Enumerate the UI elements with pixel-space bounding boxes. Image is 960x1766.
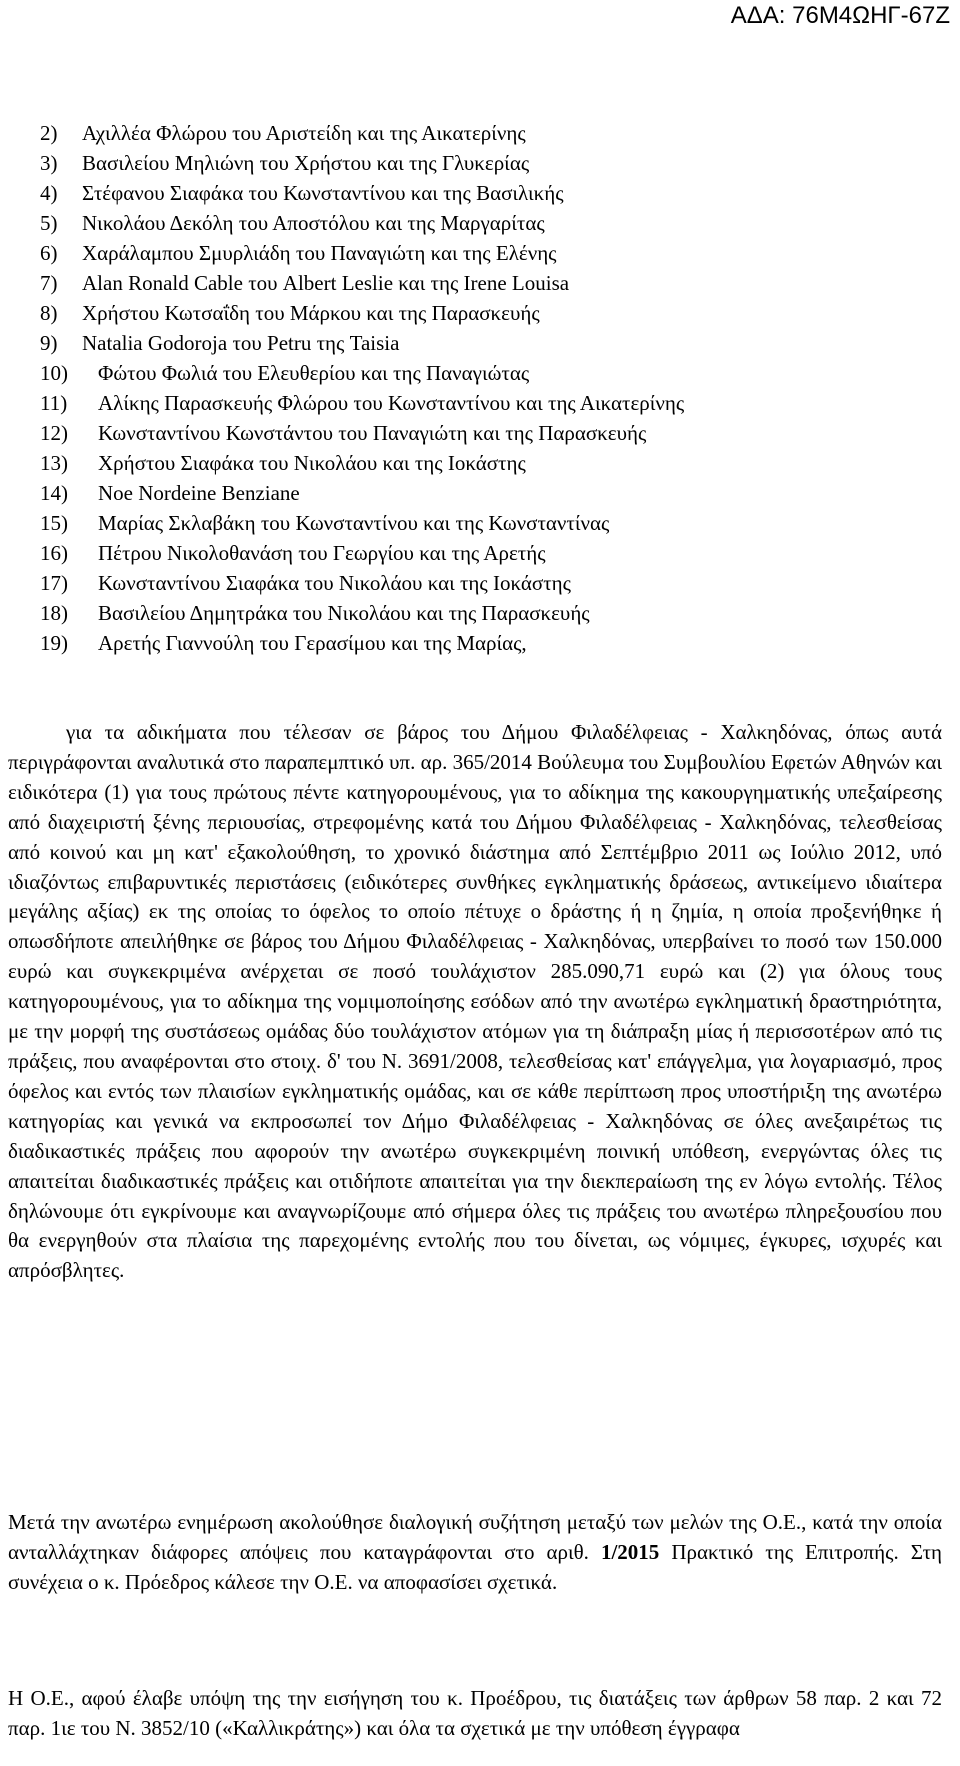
defendants-list	[40, 118, 920, 658]
list-item-text: Νικολάου Δεκόλη του Αποστόλου και της Μαργαρίτας	[82, 211, 545, 235]
list-item	[40, 418, 920, 448]
list-item-text: Στέφανου Σιαφάκα του Κωνσταντίνου και της Βασιλικής	[82, 181, 564, 205]
list-item-number: 19)	[40, 631, 68, 655]
ada-code-header: ΑΔΑ: 76Μ4ΩΗΓ-67Ζ	[730, 2, 950, 29]
list-item	[40, 508, 920, 538]
list-item-text: Χρήστου Σιαφάκα του Νικολάου και της Ιοκάστης	[98, 451, 526, 475]
list-item	[40, 478, 920, 508]
list-item-text: Φώτου Φωλιά του Ελευθερίου και της Παναγιώτας	[98, 361, 530, 385]
list-item-number: 3)	[40, 151, 58, 175]
discussion-text-before: Μετά την ανωτέρω ενημέρωση ακολούθησε διαλογική συζήτηση μεταξύ των μελών της Ο.Ε., κατά την οποία ανταλλάχτηκαν διάφορες απόψεις που καταγράφονται στο αριθ.	[8, 1510, 942, 1564]
list-item-number: 9)	[40, 331, 58, 355]
list-item-text: Noe Nordeine Benziane	[98, 481, 300, 505]
list-item-text: Αχιλλέα Φλώρου του Αριστείδη και της Αικατερίνης	[82, 121, 526, 145]
list-item-number: 15)	[40, 511, 68, 535]
list-item	[40, 448, 920, 478]
list-item-text: Χρήστου Κωτσαΐδη του Μάρκου και της Παρασκευής	[82, 301, 540, 325]
list-item-text: Αρετής Γιαννούλη του Γερασίμου και της Μαρίας,	[98, 631, 527, 655]
discussion-text-after: Πρακτικό της Επιτροπής. Στη συνέχεια ο κ. Πρόεδρος κάλεσε την Ο.Ε. να αποφασίσει σχετικά.	[8, 1539, 942, 1594]
list-item	[40, 598, 920, 628]
offences-paragraph: για τα αδικήματα που τέλεσαν σε βάρος του Δήμου Φιλαδέλφειας - Χαλκηδόνας, όπως αυτά περιγράφονται αναλυτικά στο παραπεμπτικό υπ. αρ. 365/2014 Βούλευμα του Συμβουλίου Εφετών Αθηνών και ειδικότερα (1) για τους πρώτους πέντε κατηγορουμένους, για το αδίκημα της κακουργηματικής υπεξαίρεσης από διαχειριστή ξένης περιουσίας, στρεφομένης κατά του Δήμου Φιλαδέλφειας - Χαλκηδόνας, τελεσθείσας από κοινού και μη κατ' εξακολούθηση, το χρονικό διάστημα από Σεπτέμβριο 2011 ως Ιούλιο 2012, υπό ιδιαζόντως επιβαρυντικές περιστάσεις (ειδικότερες συνθήκες εγκληματικής δράσεως, αντικείμενο ιδιαίτερα μεγάλης αξίας) εκ της οποίας το όφελος το οποίο πέτυχε ο δράστης ή η ζημία, η οποία προξενήθηκε ή οπωσδήποτε απειλήθηκε σε βάρος του Δήμου Φιλαδέλφειας - Χαλκηδόνας, υπερβαίνει το ποσό των 150.000 ευρώ και συγκεκριμένα ανέρχεται σε ποσό τουλάχιστον 285.090,71 ευρώ και (2) για όλους τους κατηγορουμένους, για το αδίκημα της νομιμοποίησης εσόδων από την ανωτέρω εγκληματική δραστηριότητα, με την μορφή της συστάσεως ομάδας δύο τουλάχιστον ατόμων για τη διάπραξη μίας ή περισσοτέρων από τις πράξεις, που αναφέρονται στο στοιχ. δ' του Ν. 3691/2008, τελεσθείσας κατ' επάγγελμα, για λογαριασμό, προς όφελος και εντός των πλαισίων εγκληματικής ομάδας, και σε κάθε περίπτωση προς υποστήριξη της ανωτέρω κατηγορίας και γενικά να εκπροσωπεί τον Δήμο Φιλαδέλφειας - Χαλκηδόνας σε όλες ανεξαιρέτως τις διαδικαστικές πράξεις που αφορούν την ανωτέρω συγκεκριμένη ποινική υπόθεση, ενεργώντας όλες τις απαιτείται διαδικαστικές πράξεις και οτιδήποτε απαιτείται για την διεκπεραίωση της εν λόγω εντολής. Τέλος δηλώνουμε ότι εγκρίνουμε και αναγνωρίζουμε από σήμερα όλες τις πράξεις του ανωτέρω πληρεξουσίου που θα ενεργηθούν στα πλαίσια της παρεχομένης εντολής που του δίνεται, ως νόμιμες, έγκυρες, ισχυρές και απρόσβλητες.	[8, 720, 942, 1283]
list-item-number: 17)	[40, 571, 68, 595]
list-item-text: Alan Ronald Cable του Albert Leslie και της Irene Louisa	[82, 271, 570, 295]
list-item	[40, 358, 920, 388]
list-item	[40, 208, 920, 238]
list-item-text: Natalia Godoroja του Petru της Taisia	[82, 331, 400, 355]
list-item	[40, 178, 920, 208]
list-item-number: 18)	[40, 601, 68, 625]
list-item-number: 14)	[40, 481, 68, 505]
list-item	[40, 388, 920, 418]
list-item-number: 2)	[40, 121, 58, 145]
list-item	[40, 148, 920, 178]
list-item-text: Αλίκης Παρασκευής Φλώρου του Κωνσταντίνου και της Αικατερίνης	[98, 391, 685, 415]
list-item	[40, 328, 920, 358]
list-item-number: 10)	[40, 361, 68, 385]
list-item	[40, 538, 920, 568]
list-item-number: 13)	[40, 451, 68, 475]
list-item-text: Μαρίας Σκλαβάκη του Κωνσταντίνου και της Κωνσταντίνας	[98, 511, 610, 535]
list-item	[40, 298, 920, 328]
list-item-number: 4)	[40, 181, 58, 205]
minutes-number: 1/2015	[600, 1539, 660, 1564]
decision-paragraph: Η Ο.Ε., αφού έλαβε υπόψη της την εισήγηση του κ. Προέδρου, τις διατάξεις των άρθρων 58 παρ. 2 και 72 παρ. 1ιε του Ν. 3852/10 («Καλλικράτης») και όλα τα σχετικά με την υπόθεση έγγραφα	[8, 1686, 942, 1740]
list-item-number: 6)	[40, 241, 58, 265]
list-item-number: 8)	[40, 301, 58, 325]
discussion-paragraph	[8, 1508, 942, 1598]
list-item-text: Βασιλείου Μηλιώνη του Χρήστου και της Γλυκερίας	[82, 151, 530, 175]
list-item-number: 11)	[40, 391, 68, 415]
list-item-text: Βασιλείου Δημητράκα του Νικολάου και της Παρασκευής	[98, 601, 590, 625]
list-item-text: Κωνσταντίνου Κωνστάντου του Παναγιώτη και της Παρασκευής	[98, 421, 647, 445]
list-item	[40, 568, 920, 598]
list-item	[40, 118, 920, 148]
list-item	[40, 628, 920, 658]
list-item-number: 7)	[40, 271, 58, 295]
list-item-number: 12)	[40, 421, 68, 445]
list-item-number: 16)	[40, 541, 68, 565]
list-item-number: 5)	[40, 211, 58, 235]
list-item-text: Κωνσταντίνου Σιαφάκα του Νικολάου και της Ιοκάστης	[98, 571, 571, 595]
list-item	[40, 268, 920, 298]
list-item-text: Πέτρου Νικολοθανάση του Γεωργίου και της Αρετής	[98, 541, 546, 565]
list-item-text: Χαράλαμπου Σμυρλιάδη του Παναγιώτη και της Ελένης	[82, 241, 557, 265]
list-item	[40, 238, 920, 268]
